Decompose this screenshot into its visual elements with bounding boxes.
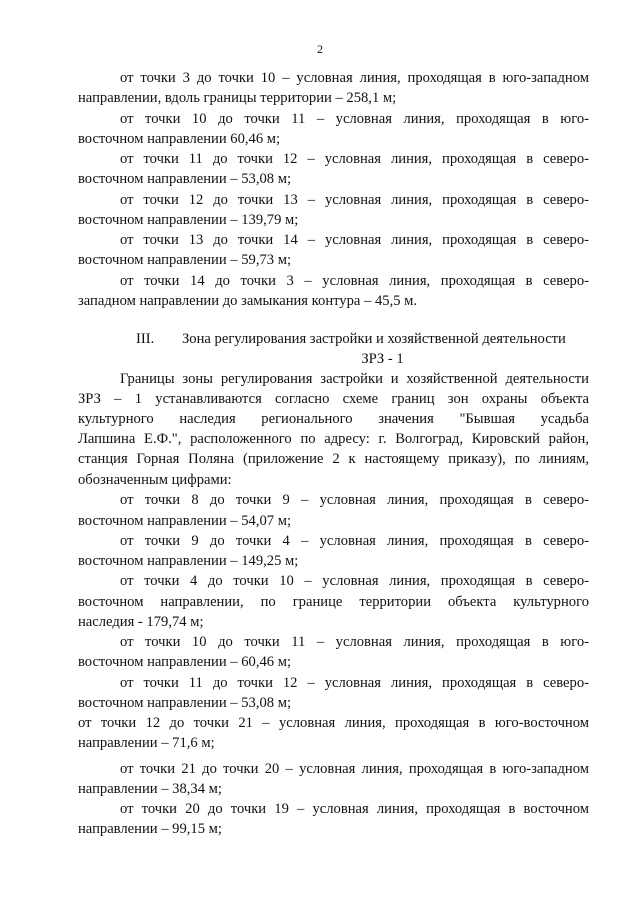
text-line: восточном направлении – 149,25 м;: [78, 553, 299, 569]
text-line: от точки 13 до точки 14 – условная линия, проходящая в северо-: [120, 232, 589, 248]
text-line: от точки 8 до точки 9 – условная линия, проходящая в северо-: [120, 492, 589, 508]
text-line: наследия - 179,74 м;: [78, 614, 204, 630]
zone-code-text: ЗРЗ - 1: [361, 351, 404, 367]
text-line: восточном направлении 60,46 м;: [78, 131, 281, 147]
page-number: 2: [317, 42, 323, 56]
text-line: от точки 9 до точки 4 – условная линия, проходящая в северо-: [120, 533, 589, 549]
text-line: станция Горная Поляна (приложение 2 к настоящему приказу), по линиям,: [78, 451, 589, 467]
text-line: направлении – 99,15 м;: [78, 821, 222, 837]
text-line: от точки 21 до точки 20 – условная линия, проходящая в юго-западном: [120, 761, 589, 777]
text-line: от точки 4 до точки 10 – условная линия, проходящая в северо-: [120, 573, 589, 589]
text-line: направлении – 71,6 м;: [78, 735, 215, 751]
text-line: от точки 11 до точки 12 – условная линия, проходящая в северо-: [120, 151, 589, 167]
section-number: III.: [136, 331, 155, 347]
text-line: направлении – 38,34 м;: [78, 781, 222, 797]
text-line: Лапшина Е.Ф.", расположенного по адресу: г. Волгоград, Кировский район,: [78, 431, 589, 447]
text-line: направлении, вдоль границы территории – 258,1 м;: [78, 90, 397, 106]
text-line: от точки 10 до точки 11 – условная линия, проходящая в юго-: [120, 634, 589, 650]
text-line: восточном направлении – 53,08 м;: [78, 171, 292, 187]
text-line: восточном направлении, по границе территории объекта культурного: [78, 594, 589, 610]
text-line: от точки 11 до точки 12 – условная линия, проходящая в северо-: [120, 675, 589, 691]
text-line: восточном направлении – 59,73 м;: [78, 252, 292, 268]
text-line: культурного наследия регионального значения "Бывшая усадьба: [78, 411, 589, 427]
text-line: ЗРЗ – 1 устанавливаются согласно схеме границ зон охраны объекта: [78, 391, 589, 407]
text-line: восточном направлении – 139,79 м;: [78, 212, 299, 228]
text-line: Границы зоны регулирования застройки и хозяйственной деятельности: [120, 371, 589, 387]
text-line: восточном направлении – 53,08 м;: [78, 695, 292, 711]
text-line: от точки 12 до точки 13 – условная линия, проходящая в северо-: [120, 192, 589, 208]
text-line: восточном направлении – 60,46 м;: [78, 654, 292, 670]
section-title: Зона регулирования застройки и хозяйственной деятельности: [182, 331, 566, 347]
zone-code: [0, 350, 640, 368]
text-line: восточном направлении – 54,07 м;: [78, 513, 292, 529]
text-line: от точки 20 до точки 19 – условная линия, проходящая в восточном: [120, 801, 589, 817]
text-line: обозначенным цифрами:: [78, 472, 232, 488]
text-line: от точки 10 до точки 11 – условная линия, проходящая в юго-: [120, 111, 589, 127]
text-line: от точки 12 до точки 21 – условная линия, проходящая в юго-восточном: [78, 715, 589, 731]
text-line: от точки 14 до точки 3 – условная линия, проходящая в северо-: [120, 273, 589, 289]
text-line: от точки 3 до точки 10 – условная линия, проходящая в юго-западном: [120, 70, 589, 86]
text-line: западном направлении до замыкания контура – 45,5 м.: [78, 293, 418, 309]
